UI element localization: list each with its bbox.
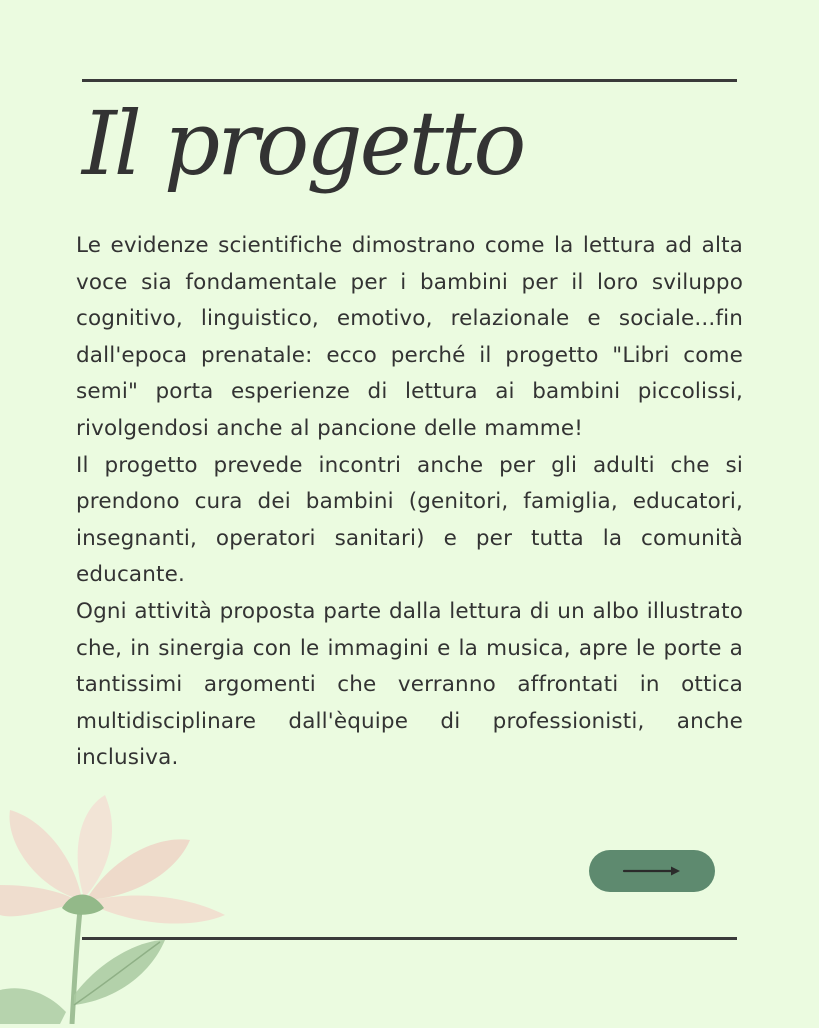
title-script (78, 80, 598, 210)
paragraph-activities: Ogni attività proposta parte dalla lettura di un albo illustrato che, in sinergia con le immagini e la musica, apre le porte a tantissimi argomenti che verranno affrontati in ottica multidisciplinare dall'èquipe di professionisti, anche inclusiva. (76, 598, 743, 771)
flower-illustration (0, 790, 240, 1024)
arrow-right-icon (589, 850, 715, 892)
page-title (78, 80, 598, 210)
description-text (76, 228, 743, 777)
next-button[interactable] (589, 850, 715, 892)
paragraph-adults: Il progetto prevede incontri anche per gli adulti che si prendono cura dei bambini (genitori, famiglia, educatori, insegnanti, operatori sanitari) e per tutta la comunità educante. (76, 452, 743, 588)
flower-icon (0, 790, 240, 1024)
paragraph-intro: Le evidenze scientifiche dimostrano come la lettura ad alta voce sia fondamentale per i bambini per il loro sviluppo cognitivo, linguistico, emotivo, relazionale e sociale...fin dall'epoca prenatale: ecco perché il progetto "Libri come semi" porta esperienze di lettura ai bambini piccolissi, rivolgendosi anche al pancione delle mamme! (76, 233, 743, 441)
title-text: Il progetto (82, 92, 524, 195)
